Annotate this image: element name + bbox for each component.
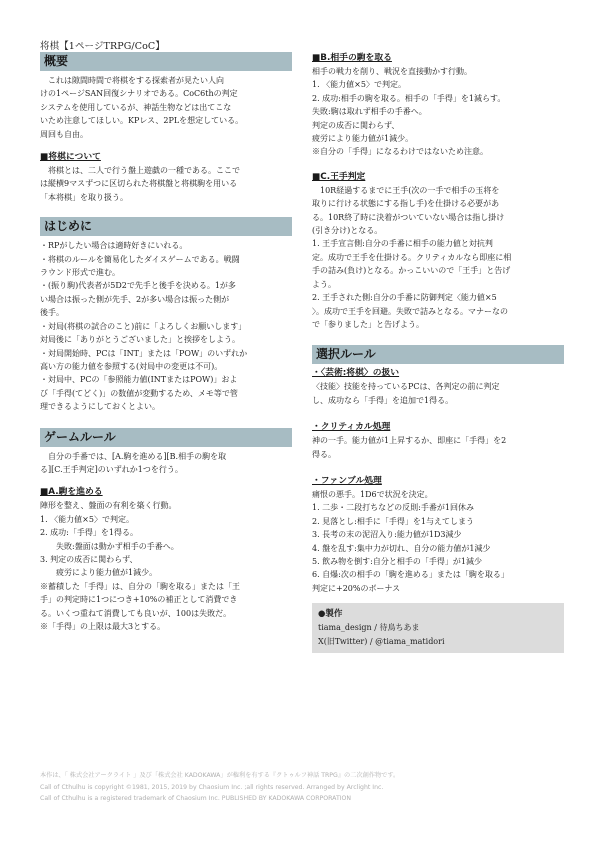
overview-line: これは隙間時間で将棋をする探索者が見たい人向 bbox=[40, 76, 224, 85]
intro-heading: はじめに bbox=[40, 217, 292, 236]
overview-line: けの1ページSAN回復シナリオである。CoC6thの判定 bbox=[40, 89, 238, 99]
advance-line: 3. 判定の成否に関わらず、 bbox=[40, 554, 138, 564]
capture-heading: ■B.相手の駒を取る bbox=[312, 53, 392, 63]
advance-line: 疲労により能力値が1減少。 bbox=[40, 568, 158, 578]
capture-body bbox=[312, 65, 564, 159]
fumble-line: 4. 盤を乱す:集中力が切れ、自分の能力値が1減少 bbox=[312, 543, 491, 553]
credits-heading: ●製作 bbox=[318, 609, 343, 620]
capture-line: 相手の戦力を削り、戦況を直接動かす行動。 bbox=[312, 67, 472, 76]
fumble-line: 3. 長考の末の泥沼入り:能力値が1D3減少 bbox=[312, 530, 462, 540]
intro-line: ・対局(将棋の試合のこと)前に「よろしくお願いします」 bbox=[40, 321, 247, 331]
art-skill-heading: ・〈芸術:将棋〉の扱い bbox=[312, 368, 400, 379]
advance-line: 手」の判定時に1つにつき+10%の補正として消費でき bbox=[40, 595, 238, 605]
capture-line: 判定の成否に関わらず、 bbox=[312, 120, 400, 130]
check-line: 取りに行ける状態にする指し手)を仕掛ける必要があ bbox=[312, 199, 500, 209]
overview-body bbox=[40, 74, 292, 141]
capture-line: ※自分の「手得」になるわけではないため注意。 bbox=[312, 147, 488, 157]
check-line: る。10R終了時に決着がついていない場合は指し掛け bbox=[312, 212, 505, 222]
art-skill-line: 〈技能〉技能を持っているPCは、各判定の前に判定 bbox=[312, 382, 500, 392]
document-title: 将棋【1ページTRPG/CoC】 bbox=[40, 41, 165, 52]
footer-line: Call of Cthulhu is copyright ©1981, 2015, 2019 by Chaosium Inc. ;all rights reserved. Arranged by Arclight Inc. bbox=[40, 783, 384, 791]
check-line: (引き分け)となる。 bbox=[312, 226, 383, 236]
advance-line: 1. 〈能力値×5〉で判定。 bbox=[40, 514, 134, 524]
fumble-heading: ・ファンブル処理 bbox=[312, 475, 382, 486]
optional-rules-heading: 選択ルール bbox=[312, 345, 564, 364]
overview-line: システムを使用しているが、神話生物などは出てこな bbox=[40, 102, 232, 112]
check-line: 〉。成功で王手を回避。失敗で詰みとなる。マナーなの bbox=[312, 306, 508, 316]
fumble-line: 5. 飲み物を倒す:自分と相手の「手得」が1減少 bbox=[312, 556, 482, 566]
left-column bbox=[40, 52, 292, 633]
overview-line: いため注意してほしい。KPレス、2PLを想定している。 bbox=[40, 116, 244, 126]
intro-body bbox=[40, 239, 292, 413]
about-shogi-line: は縦横9マスずつに区切られた将棋盤と将棋駒を用いる bbox=[40, 179, 238, 189]
overview-line: 周回も自由。 bbox=[40, 129, 88, 139]
right-column bbox=[312, 52, 564, 653]
copyright-footer bbox=[40, 770, 560, 805]
advance-line: る。いくつ重ねて消費しても良いが、100は失敗だ。 bbox=[40, 608, 232, 618]
fumble-line: 痛恨の悪手。1D6で状況を決定。 bbox=[312, 489, 433, 499]
check-line: で「参りました」と告げよう。 bbox=[312, 319, 424, 329]
fumble-line: 6. 自爆:次の相手の「駒を進める」または「駒を取る」 bbox=[312, 570, 509, 580]
capture-line: 1. 〈能力値×5〉で判定。 bbox=[312, 80, 406, 90]
advance-line: 陣形を整え、盤面の有利を築く行動。 bbox=[40, 501, 177, 511]
check-line: 2. 王手された側:自分の手番に防御判定〈能力値×5 bbox=[312, 293, 497, 303]
check-line: 定。成功で王手を仕掛ける。クリティカルなら即座に相 bbox=[312, 252, 512, 262]
fumble-body bbox=[312, 488, 564, 595]
intro-line: ・RPがしたい場合は適時好きにいれる。 bbox=[40, 241, 188, 251]
footer-line: 本作は、「 株式会社アークライト 」及び「株式会社 KADOKAWA」が権利を有する『クトゥルフ神話 TRPG』の二次創作物です。 bbox=[40, 772, 400, 779]
game-rules-line: 自分の手番では、[A.駒を進める][B.相手の駒を取 bbox=[40, 451, 227, 461]
check-line: よう。 bbox=[312, 279, 336, 289]
intro-line: い場合は振った側が先手、2が多い場合は振った側が bbox=[40, 294, 230, 304]
advance-line: ※蓄積した「手得」は、自分の「駒を取る」または「王 bbox=[40, 581, 240, 591]
intro-line: 理できるようにしておくとよい。 bbox=[40, 402, 160, 412]
intro-line: ラウンド形式で進む。 bbox=[40, 268, 120, 278]
art-skill-body bbox=[312, 380, 564, 407]
intro-line: ・対局中、PCの「参照能力値(INTまたはPOW)」およ bbox=[40, 375, 238, 385]
check-heading: ■C.王手判定 bbox=[312, 171, 366, 182]
game-rules-heading: ゲームルール bbox=[40, 428, 292, 447]
check-line: 手の詰み(負け)となる。かっこいいので「王手」と告げ bbox=[312, 266, 511, 276]
about-shogi-body bbox=[40, 164, 292, 204]
intro-line: ・将棋のルールを簡易化したダイスゲームである。戦闘 bbox=[40, 254, 240, 264]
advance-body bbox=[40, 499, 292, 633]
fumble-line: 判定に+20%のボーナス bbox=[312, 583, 401, 593]
fumble-line: 1. 二歩・二段打ちなどの反則:手番が1回休み bbox=[312, 503, 474, 513]
overview-heading: 概要 bbox=[40, 52, 292, 71]
check-body bbox=[312, 184, 564, 331]
intro-line: 後手。 bbox=[40, 308, 64, 318]
critical-body bbox=[312, 434, 564, 461]
critical-heading: ・クリティカル処理 bbox=[312, 422, 391, 433]
about-shogi-heading: ■将棋について bbox=[40, 152, 101, 163]
critical-line: 神の一手。能力値が1上昇するか、即座に「手得」を2 bbox=[312, 436, 507, 446]
intro-line: ・(振り駒)代表者が5D2で先手と後手を決める。1が多 bbox=[40, 281, 236, 291]
about-shogi-line: 将棋とは、二人で行う盤上遊戯の一種である。ここで bbox=[40, 166, 240, 176]
capture-line: 失敗:駒は取れず相手の手番へ。 bbox=[312, 107, 427, 117]
intro-line: 対局後に「ありがとうございました」と挨拶をしよう。 bbox=[40, 335, 240, 345]
advance-line: ※「手得」の上限は最大3とする。 bbox=[40, 622, 166, 631]
credits-twitter: X(旧Twitter) / @tiama_matidori bbox=[318, 637, 445, 647]
capture-line: 2. 成功:相手の駒を取る。相手の「手得」を1減らす。 bbox=[312, 93, 506, 103]
art-skill-line: し、成功なら「手得」を追加で1得る。 bbox=[312, 395, 454, 405]
capture-line: 疲労により能力値が1減少。 bbox=[312, 134, 414, 144]
fumble-line: 2. 見落とし:相手に「手得」を1与えてしまう bbox=[312, 516, 474, 526]
intro-line: び「手得(てどく)」の数値が変動するため、メモ等で管 bbox=[40, 388, 238, 398]
about-shogi-line: 「本将棋」を取り扱う。 bbox=[40, 192, 128, 202]
advance-heading: ■A.駒を進める bbox=[40, 487, 103, 498]
credits-author: tiama_design / 待鳥ちあま bbox=[318, 623, 420, 633]
critical-line: 得る。 bbox=[312, 449, 336, 459]
advance-line: 2. 成功:「手得」を1得る。 bbox=[40, 528, 138, 538]
intro-line: ・対局開始時、PCは「INT」または「POW」のいずれか bbox=[40, 348, 248, 358]
check-line: 10R経過するまでに王手(次の一手で相手の玉将を bbox=[312, 185, 500, 195]
game-rules-body bbox=[40, 450, 292, 477]
check-line: 1. 王手宣言側:自分の手番に相手の能力値と対抗判 bbox=[312, 239, 493, 249]
intro-line: 高い方の能力値を参照する(対局中の変更は不可)。 bbox=[40, 361, 223, 371]
game-rules-line: る][C.王手判定]のいずれか1つを行う。 bbox=[40, 464, 183, 474]
advance-line: 失敗:盤面は動かず相手の手番へ。 bbox=[40, 541, 179, 551]
footer-line: Call of Cthulhu is a registered trademark of Chaosium Inc. PUBLISHED BY KADOKAWA CORPORATION bbox=[40, 795, 352, 802]
credits-box bbox=[312, 603, 564, 653]
